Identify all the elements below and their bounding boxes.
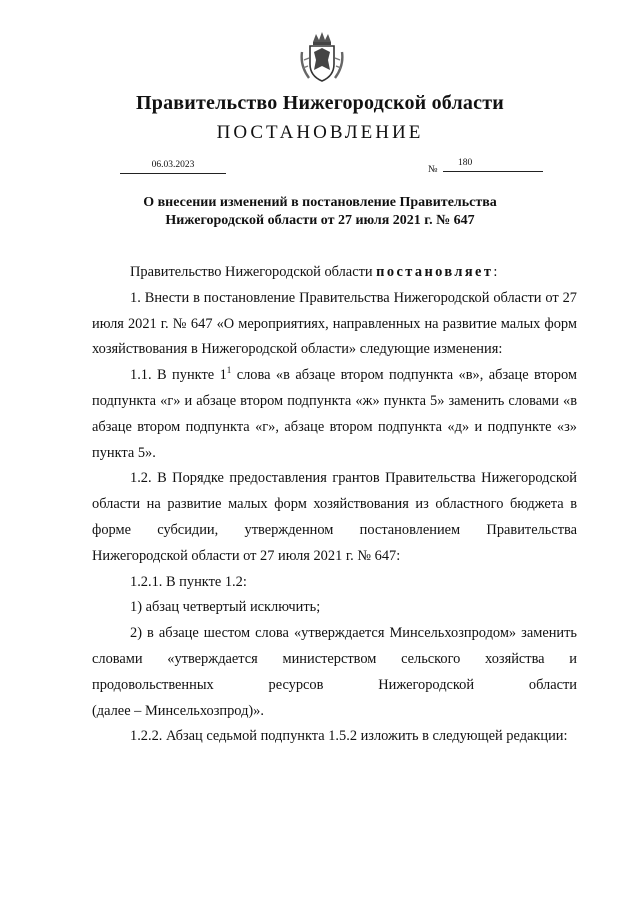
intro-paragraph (92, 260, 577, 286)
coat-of-arms-icon (300, 30, 344, 84)
number-sign: № (428, 164, 438, 175)
paragraph-1-1-rest: слова «в абзаце втором подпункта «в», абзаце втором подпункта «г» и абзаце втором подпункта «ж» пункта 5» заменить словами «в абзаце втором подпункта «г», абзаце втором подпункта «д» и подпункте «з» пункта 5». (92, 367, 578, 461)
paragraph-item-1: 1) абзац четвертый исключить; (130, 599, 321, 616)
document-subject (60, 194, 580, 230)
paragraph-1-1 (92, 363, 577, 466)
subject-line-2: Нижегородской области от 27 июля 2021 г. № 647 (165, 213, 475, 228)
subject-line-1: О внесении изменений в постановление Правительства (143, 195, 497, 210)
intro-prefix: Правительство Нижегородской области (130, 264, 377, 280)
paragraph-1-2: 1.2. В Порядке предоставления грантов Правительства Нижегородской области на развитие малых форм хозяйствования из областного бюджета в форме субсидии, утвержденном постановлением Правительства Нижегородской области от 27 июля 2021 г. № 647: (92, 470, 577, 564)
paragraph-1-2-1: 1.2.1. В пункте 1.2: (130, 573, 247, 590)
document-number-field (443, 158, 543, 172)
document-date: 06.03.2023 (120, 160, 226, 174)
paragraph-1-2-2: 1.2.2. Абзац седьмой подпункта 1.5.2 изложить в следующей редакции: (130, 728, 568, 745)
document-type: ПОСТАНОВЛЕНИЕ (216, 122, 424, 143)
document-body (92, 260, 577, 750)
paragraph-1-1-start: 1.1. В пункте 1 (130, 367, 227, 384)
paragraph-item-2-end: (далее – Минсельхозпрод)». (92, 702, 264, 719)
document-number: 180 (458, 158, 473, 168)
paragraph-1: 1. Внести в постановление Правительства Нижегородской области от 27 июля 2021 г. № 647 «О мероприятиях, направленных на развитие малых форм хозяйствования в Нижегородской области» следующие изменения: (92, 289, 577, 358)
organization-title: Правительство Нижегородской области (136, 92, 504, 114)
intro-resolves: постановляет (376, 264, 494, 280)
paragraph-item-2: 2) в абзаце шестом слова «утверждается Минсельхозпродом» заменить словами «утверждается министерством сельского хозяйства и продовольственных ресурсов Нижегородской области (92, 625, 577, 693)
intro-suffix: : (493, 264, 498, 280)
superscript: 1 (226, 365, 232, 376)
